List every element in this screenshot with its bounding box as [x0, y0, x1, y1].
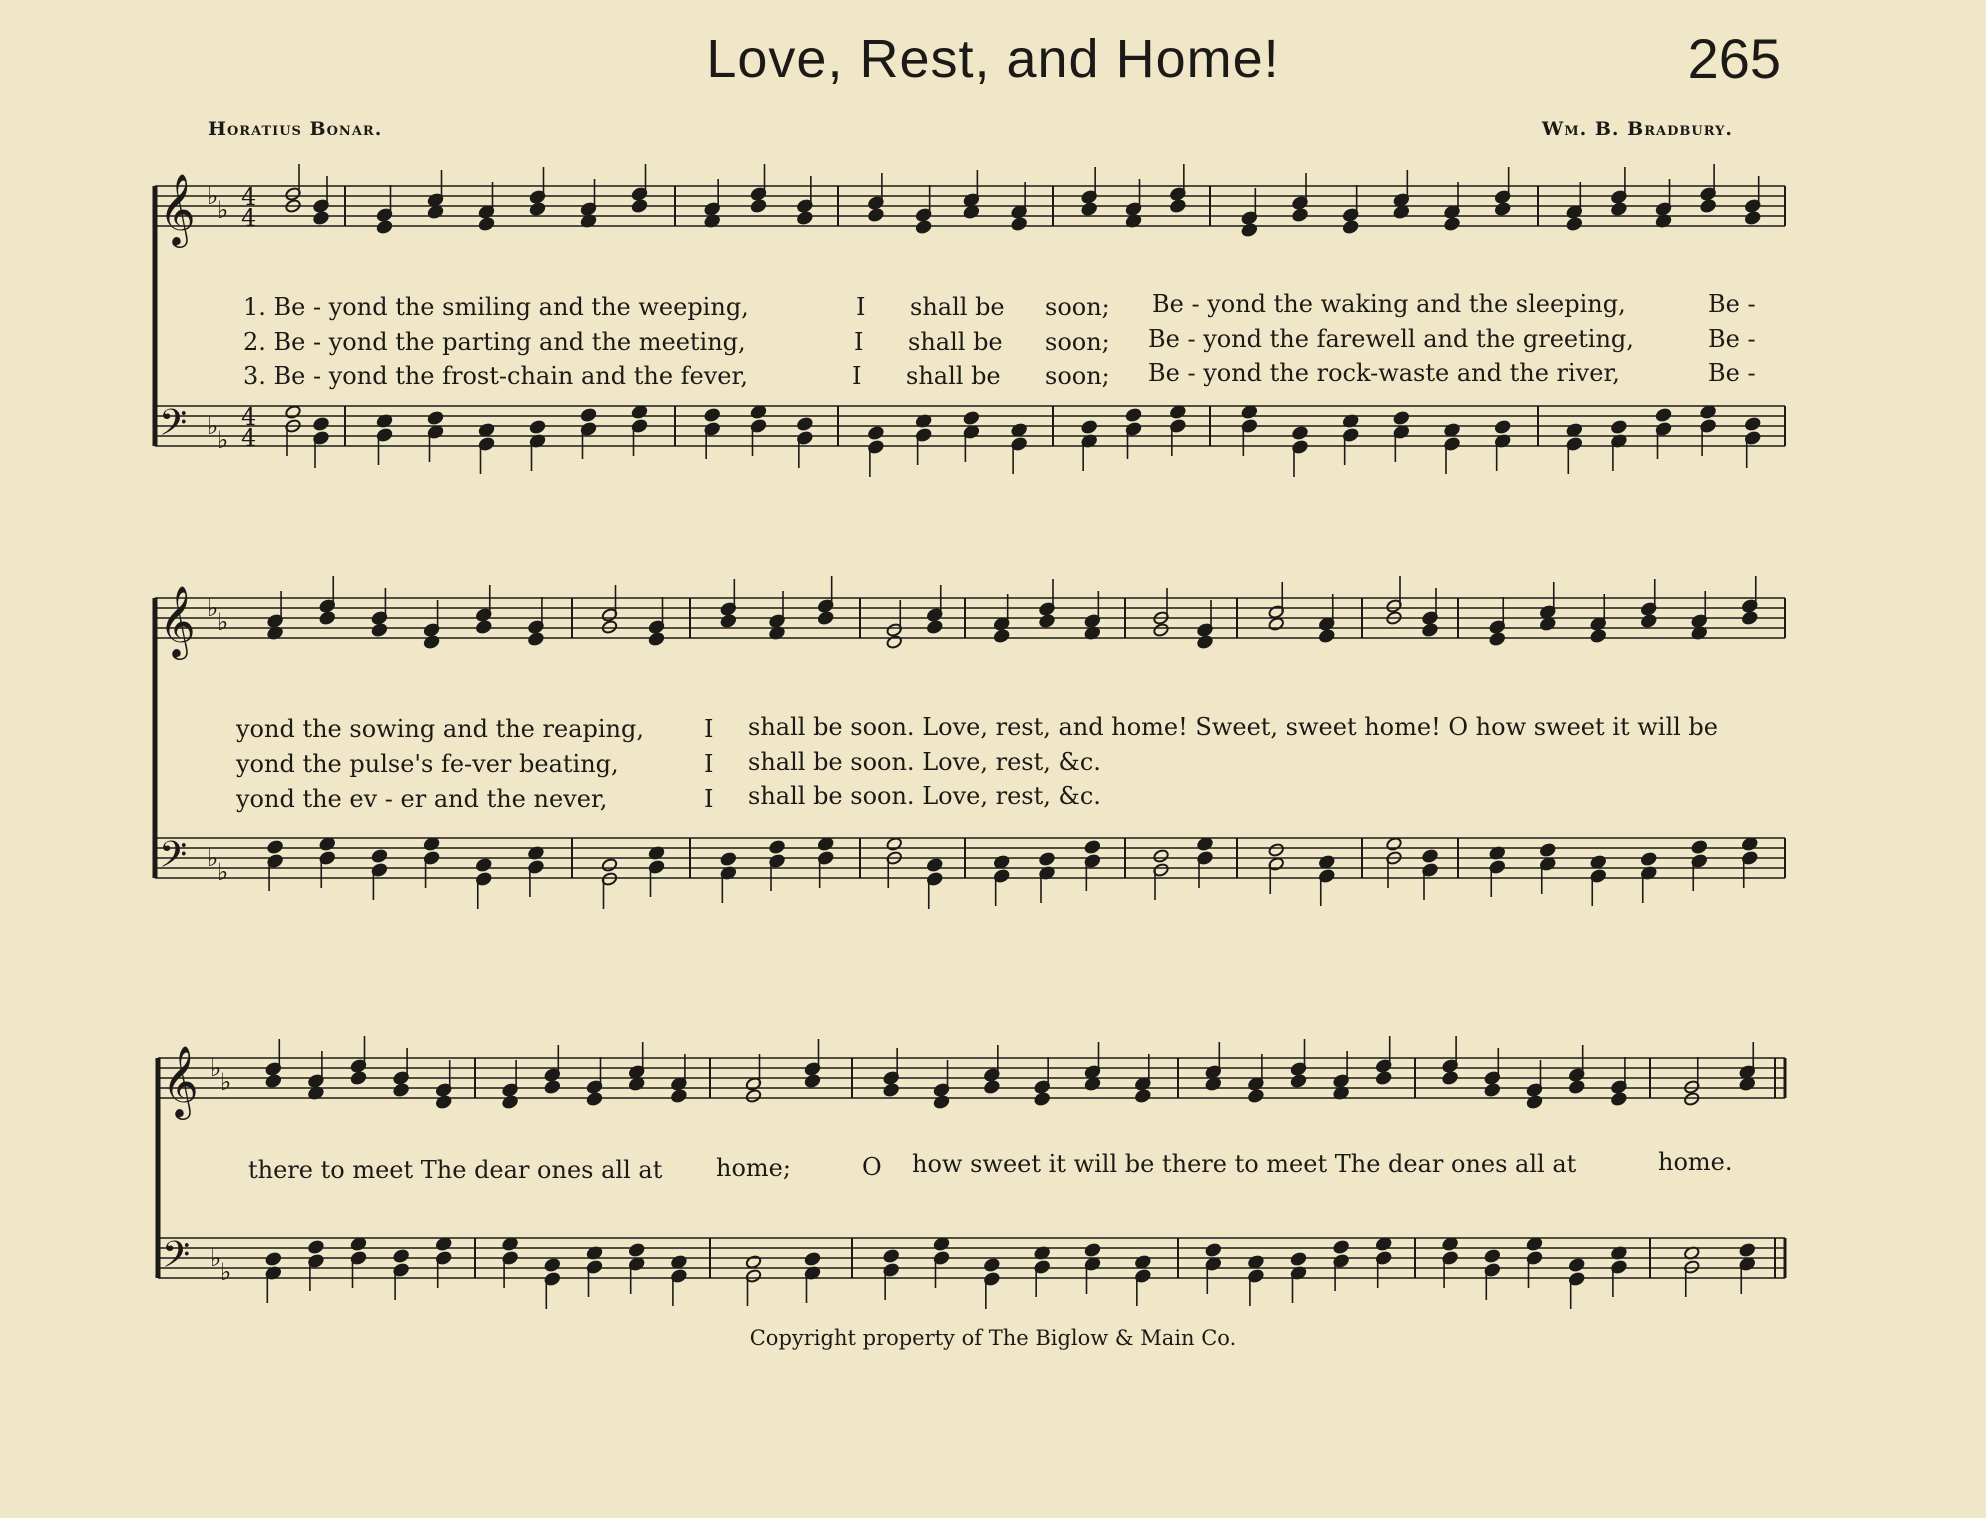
- note-head: [886, 635, 903, 650]
- note-head: [1169, 199, 1186, 214]
- note-head: [544, 1258, 561, 1273]
- note-head: [1134, 1089, 1151, 1104]
- note-head: [796, 417, 813, 432]
- note-head: [1290, 1074, 1307, 1089]
- lyric-s2-v3-b: I: [704, 785, 714, 813]
- note-head: [601, 858, 618, 873]
- note-head: [601, 620, 618, 635]
- note-head: [1484, 1249, 1501, 1264]
- note-head: [319, 611, 336, 626]
- lyric-s1-v3-d: soon;: [1045, 362, 1110, 390]
- note-head: [1375, 1071, 1392, 1086]
- flat-icon: ♭: [207, 412, 219, 440]
- lyric-s3-a: there to meet The dear ones all at: [248, 1156, 663, 1184]
- note-head: [1084, 1243, 1101, 1258]
- lyric-s1-v1-c: shall be: [910, 293, 1005, 321]
- lyric-s1-v3-b: I: [852, 362, 862, 390]
- note-head: [1153, 849, 1170, 864]
- note-head: [313, 417, 330, 432]
- note-head: [1610, 1092, 1627, 1107]
- lyric-s2-v2-b: I: [704, 750, 714, 778]
- note-head: [435, 1095, 452, 1110]
- note-head: [1610, 202, 1627, 217]
- note-head: [371, 623, 388, 638]
- note-head: [883, 1249, 900, 1264]
- note-head: [1290, 1252, 1307, 1267]
- treble-clef-icon: 𝄞: [162, 1044, 199, 1117]
- note-head: [750, 199, 767, 214]
- lyric-s1-v3-e: Be - yond the rock-waste and the river,: [1148, 359, 1620, 387]
- note-head: [745, 1089, 762, 1104]
- note-head: [1568, 1080, 1585, 1095]
- flat-icon: ♭: [210, 1054, 222, 1082]
- note-head: [1084, 840, 1101, 855]
- note-head: [867, 208, 884, 223]
- note-head: [867, 426, 884, 441]
- lyric-s2-v1-c: shall be soon. Love, rest, and home! Sweet, sweet home! O how sweet it will be: [748, 713, 1718, 741]
- flat-icon: ♭: [207, 594, 219, 622]
- flat-icon: ♭: [217, 196, 229, 224]
- copyright-notice: Copyright property of The Biglow & Main Co.: [749, 1326, 1237, 1350]
- note-head: [586, 1092, 603, 1107]
- lyric-s1-v3-f: Be -: [1708, 359, 1756, 387]
- note-head: [1241, 223, 1258, 238]
- note-head: [580, 408, 597, 423]
- flat-icon: ♭: [217, 608, 229, 636]
- note-head: [817, 611, 834, 626]
- note-head: [393, 1249, 410, 1264]
- note-head: [529, 420, 546, 435]
- note-head: [1444, 217, 1461, 232]
- lyric-s1-v1-b: I: [856, 293, 866, 321]
- note-head: [1683, 1092, 1700, 1107]
- note-head: [1197, 635, 1214, 650]
- note-head: [720, 614, 737, 629]
- note-head: [1153, 623, 1170, 638]
- note-head: [670, 1089, 687, 1104]
- lyric-s3-b: home;: [716, 1154, 791, 1182]
- note-head: [313, 211, 330, 226]
- bass-clef-icon: 𝄢: [162, 1234, 191, 1285]
- note-head: [1568, 1258, 1585, 1273]
- note-head: [376, 220, 393, 235]
- note-head: [265, 1074, 282, 1089]
- time-signature: 4: [241, 424, 257, 452]
- treble-clef-icon: 𝄞: [159, 584, 196, 657]
- note-head: [926, 858, 943, 873]
- lyric-s1-v2-a: 2. Be - yond the parting and the meeting,: [243, 328, 746, 356]
- note-head: [926, 620, 943, 635]
- lyric-s1-v3-c: shall be: [906, 362, 1001, 390]
- bass-clef-icon: 𝄢: [159, 402, 188, 453]
- lyric-s1-v1-f: Be -: [1708, 290, 1756, 318]
- hymn-title: Love, Rest, and Home!: [706, 29, 1280, 89]
- note-head: [1125, 408, 1142, 423]
- note-head: [427, 411, 444, 426]
- lyric-s1-v1-a: 1. Be - yond the smiling and the weeping,: [243, 293, 749, 321]
- note-head: [1590, 629, 1607, 644]
- lyric-s1-v2-b: I: [854, 328, 864, 356]
- note-head: [704, 408, 721, 423]
- note-head: [915, 220, 932, 235]
- note-head: [1744, 417, 1761, 432]
- note-head: [769, 840, 786, 855]
- note-head: [993, 629, 1010, 644]
- note-head: [1342, 220, 1359, 235]
- lyric-s1-v1-e: Be - yond the waking and the sleeping,: [1152, 290, 1626, 318]
- note-head: [1268, 843, 1285, 858]
- note-head: [307, 1240, 324, 1255]
- time-signature: 4: [241, 403, 257, 431]
- note-head: [1489, 632, 1506, 647]
- time-signature: 4: [241, 204, 257, 232]
- note-head: [631, 199, 648, 214]
- note-head: [883, 1083, 900, 1098]
- note-head: [1744, 211, 1761, 226]
- lyric-s2-v1-b: I: [704, 715, 714, 743]
- note-head: [1610, 420, 1627, 435]
- note-head: [475, 858, 492, 873]
- note-head: [1333, 1240, 1350, 1255]
- note-head: [648, 632, 665, 647]
- note-head: [1700, 199, 1717, 214]
- note-head: [1539, 843, 1556, 858]
- note-head: [720, 852, 737, 867]
- note-head: [1039, 852, 1056, 867]
- lyric-s1-v3-a: 3. Be - yond the frost-chain and the fever,: [243, 362, 748, 390]
- note-head: [1422, 849, 1439, 864]
- note-head: [350, 1071, 367, 1086]
- note-head: [1292, 426, 1309, 441]
- note-head: [983, 1258, 1000, 1273]
- flat-icon: ♭: [220, 1068, 232, 1096]
- lyric-s3-c: O: [862, 1153, 882, 1181]
- lyric-s1-v2-c: shall be: [908, 328, 1003, 356]
- note-head: [1442, 1071, 1459, 1086]
- note-head: [1205, 1243, 1222, 1258]
- note-head: [1081, 420, 1098, 435]
- note-head: [475, 620, 492, 635]
- note-head: [1292, 208, 1309, 223]
- note-head: [478, 217, 495, 232]
- flat-icon: ♭: [217, 858, 229, 886]
- note-head: [804, 1252, 821, 1267]
- page-number: 265: [1687, 27, 1781, 90]
- note-head: [1640, 852, 1657, 867]
- flat-icon: ♭: [217, 426, 229, 454]
- note-head: [423, 635, 440, 650]
- lyric-s3-d: how sweet it will be there to meet The dear ones all at: [912, 1150, 1577, 1178]
- lyric-s1-v2-d: soon;: [1045, 328, 1110, 356]
- note-head: [1247, 1089, 1264, 1104]
- note-head: [544, 1080, 561, 1095]
- lyric-s1-v2-f: Be -: [1708, 325, 1756, 353]
- flat-icon: ♭: [207, 182, 219, 210]
- lyric-s1-v2-e: Be - yond the farewell and the greeting,: [1148, 325, 1634, 353]
- note-head: [1640, 614, 1657, 629]
- note-head: [1422, 623, 1439, 638]
- note-head: [963, 411, 980, 426]
- note-head: [1039, 614, 1056, 629]
- lyric-s2-v3-a: yond the ev - er and the never,: [236, 785, 608, 813]
- note-head: [1655, 408, 1672, 423]
- note-head: [1566, 217, 1583, 232]
- note-head: [1034, 1092, 1051, 1107]
- lyricist: Horatius Bonar.: [208, 118, 383, 140]
- lyric-s2-v3-c: shall be soon. Love, rest, &c.: [748, 782, 1101, 810]
- lyric-s2-v1-a: yond the sowing and the reaping,: [236, 715, 644, 743]
- note-head: [267, 840, 284, 855]
- lyric-s2-v2-a: yond the pulse's fe-ver beating,: [236, 750, 619, 778]
- note-head: [628, 1243, 645, 1258]
- note-head: [502, 1095, 519, 1110]
- note-head: [804, 1074, 821, 1089]
- note-head: [529, 202, 546, 217]
- note-head: [393, 1083, 410, 1098]
- flat-icon: ♭: [220, 1258, 232, 1286]
- note-head: [1494, 202, 1511, 217]
- treble-clef-icon: 𝄞: [159, 172, 196, 245]
- note-head: [1011, 217, 1028, 232]
- time-signature: 4: [241, 183, 257, 211]
- note-head: [1739, 1243, 1756, 1258]
- note-head: [1741, 611, 1758, 626]
- note-head: [1081, 202, 1098, 217]
- lyric-s1-v1-d: soon;: [1045, 293, 1110, 321]
- flat-icon: ♭: [207, 844, 219, 872]
- note-head: [1691, 840, 1708, 855]
- note-head: [933, 1095, 950, 1110]
- note-head: [1484, 1083, 1501, 1098]
- lyric-s3-e: home.: [1658, 1148, 1733, 1176]
- note-head: [527, 632, 544, 647]
- note-head: [371, 849, 388, 864]
- note-head: [1494, 420, 1511, 435]
- note-head: [1526, 1095, 1543, 1110]
- note-head: [1393, 411, 1410, 426]
- note-head: [1318, 629, 1335, 644]
- bass-clef-icon: 𝄢: [159, 834, 188, 885]
- composer: Wm. B. Bradbury.: [1541, 118, 1733, 140]
- flat-icon: ♭: [210, 1244, 222, 1272]
- note-head: [796, 211, 813, 226]
- note-head: [265, 1252, 282, 1267]
- lyric-s2-v2-c: shall be soon. Love, rest, &c.: [748, 748, 1101, 776]
- note-head: [983, 1080, 1000, 1095]
